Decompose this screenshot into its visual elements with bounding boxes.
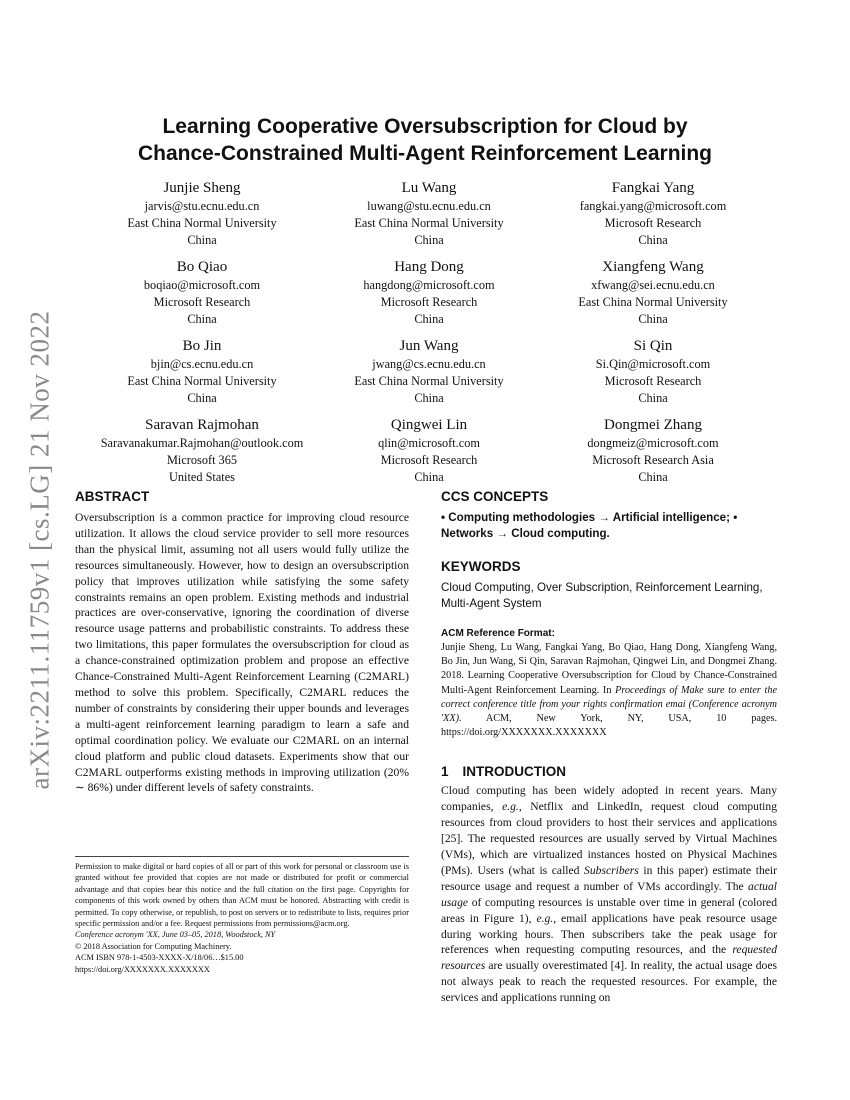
author-affiliation: Microsoft Research bbox=[604, 374, 702, 388]
ref-text-part: Junjie Sheng, Lu Wang, Fangkai Yang, Bo Qiao, Hang Dong, Xiangfeng Wang, Bo Jin, Jun Wang, Si Qin, Saravan Rajmohan, Qingwei Lin, and Dongmei Zhang. 2018. Learning Cooperative Oversubscription for Cloud by Chance-Constrained Multi-Agent Reinforcement Learning. In bbox=[441, 642, 777, 696]
intro-italic: requested resources bbox=[441, 943, 777, 973]
right-column bbox=[441, 488, 777, 1006]
author-name: Hang Dong bbox=[394, 259, 464, 275]
abstract-heading: ABSTRACT bbox=[75, 489, 150, 504]
left-column bbox=[75, 488, 409, 796]
section-number: 1 bbox=[441, 764, 449, 780]
author-affiliation: Microsoft Research bbox=[604, 216, 702, 230]
author-card bbox=[329, 415, 529, 486]
author-card bbox=[529, 415, 777, 486]
author-email[interactable]: Saravanakumar.Rajmohan@outlook.com bbox=[100, 436, 304, 450]
keywords-heading: KEYWORDS bbox=[441, 559, 521, 574]
author-name: Xiangfeng Wang bbox=[602, 259, 704, 275]
author-country: China bbox=[414, 391, 444, 405]
author-card bbox=[75, 415, 329, 486]
author-country: China bbox=[638, 391, 668, 405]
author-affiliation: East China Normal University bbox=[578, 295, 728, 309]
author-affiliation: Microsoft 365 bbox=[166, 453, 238, 467]
author-email[interactable]: jwang@cs.ecnu.edu.cn bbox=[372, 357, 486, 371]
author-card bbox=[329, 257, 529, 328]
author-card bbox=[329, 178, 529, 249]
author-card bbox=[75, 178, 329, 249]
author-country: United States bbox=[169, 470, 235, 484]
author-country: China bbox=[638, 233, 668, 247]
ref-venue: Proceedings of Make sure to enter the correct conference title from your rights confirmation emai (Conference acronym 'XX). bbox=[441, 684, 777, 725]
isbn-line: ACM ISBN 978-1-4503-XXXX-X/18/06…$15.00 bbox=[75, 953, 244, 963]
author-affiliation: East China Normal University bbox=[127, 216, 277, 230]
copyright-line: © 2018 Association for Computing Machinery. bbox=[75, 941, 232, 951]
introduction-heading bbox=[441, 764, 777, 779]
author-affiliation: East China Normal University bbox=[354, 216, 504, 230]
author-card bbox=[529, 178, 777, 249]
author-email[interactable]: fangkai.yang@microsoft.com bbox=[579, 199, 727, 213]
author-card bbox=[75, 257, 329, 328]
title-line: Learning Cooperative Oversubscription for Cloud by bbox=[162, 115, 688, 138]
ref-text-part: ACM, New York, NY, USA, 10 pages. https://doi.org/XXXXXXX.XXXXXXX bbox=[441, 713, 777, 739]
author-name: Bo Qiao bbox=[176, 259, 228, 275]
intro-part: in this paper) estimate their resource usage and request a number of VMs accordingly. The bbox=[441, 863, 777, 893]
author-email[interactable]: dongmeiz@microsoft.com bbox=[587, 436, 719, 450]
paper-title bbox=[60, 113, 790, 167]
intro-italic: e.g. bbox=[536, 911, 554, 925]
author-name: Fangkai Yang bbox=[611, 180, 695, 196]
author-country: China bbox=[638, 312, 668, 326]
intro-part: , Netflix and LinkedIn, request cloud computing resources from cloud providers to host their services and applications [25]. The requested resources are usually served by Virtual Machines (VMs), which are virtualized instances hosted on Physical Machines (PMs). Users (what is called bbox=[441, 800, 777, 877]
author-affiliation: Microsoft Research bbox=[380, 295, 478, 309]
author-affiliation: Microsoft Research Asia bbox=[592, 453, 714, 467]
section-title: INTRODUCTION bbox=[462, 764, 567, 780]
author-country: China bbox=[638, 470, 668, 484]
author-block bbox=[75, 178, 777, 486]
author-email[interactable]: xfwang@sei.ecnu.edu.cn bbox=[591, 278, 715, 292]
author-name: Qingwei Lin bbox=[390, 417, 468, 433]
author-card bbox=[529, 257, 777, 328]
author-card bbox=[329, 336, 529, 407]
conference-info bbox=[75, 929, 409, 940]
intro-italic: e.g. bbox=[502, 800, 519, 814]
intro-part: are usually overestimated [4]. In reality, the actual usage does not always peak to reach the requested resources. For example, the services and applications running on bbox=[441, 959, 777, 1005]
introduction-text bbox=[441, 783, 777, 1006]
title-line: Chance-Constrained Multi-Agent Reinforcement Learning bbox=[137, 142, 713, 165]
author-country: China bbox=[414, 312, 444, 326]
author-email[interactable]: jarvis@stu.ecnu.edu.cn bbox=[144, 199, 260, 213]
author-email[interactable]: qlin@microsoft.com bbox=[378, 436, 480, 450]
author-name: Jun Wang bbox=[399, 338, 459, 354]
author-affiliation: Microsoft Research bbox=[153, 295, 251, 309]
intro-part: , email applications have peak resource usage during working hours. Then subscribers take the peak usage for references when requesting computing resources, and the bbox=[441, 911, 777, 957]
intro-part: Cloud computing has been widely adopted in recent years. Many companies, bbox=[441, 784, 777, 814]
conference-name: Conference acronym 'XX, June 03–05, 2018, Woodstock, NY bbox=[75, 930, 276, 940]
author-country: China bbox=[187, 312, 217, 326]
author-name: Bo Jin bbox=[182, 338, 222, 354]
permission-notice: Permission to make digital or hard copies of all or part of this work for personal or classroom use is granted without fee provided that copies are not made or distributed for profit or commercial advantage and that copies bear this notice and the full citation on the first page. Copyrights for components of this work owned by others than ACM must be honored. Abstracting with credit is permitted. To copy otherwise, or republish, to post on servers or to redistribute to lists, requires prior specific permission and/or a fee. Request permissions from permissions@acm.org. bbox=[75, 862, 409, 929]
author-country: China bbox=[414, 470, 444, 484]
abstract-text: Oversubscription is a common practice for improving cloud resource utilization. It allows the cloud service provider to sell more resources than the physical limit, assuming not all users would fully utilize the resources simultaneously. However, how to design an oversubscription policy that improves utilization while satisfying the some safety constraints remains an open problem. Existing methods and industrial practices are over-conservative, ignoring the coordination of diverse resource usage patterns and probabilistic constraints. To address these two limitations, this paper formulates the oversubscription for cloud as a chance-constrained optimization problem and propose an effective Chance-Constrained Multi-Agent Reinforcement Learning (C2MARL) method to solve this problem. Specifically, C2MARL reduces the number of constraints by considering their upper bounds and leverages a multi-agent reinforcement learning paradigm to learn a safe and optimal coordination policy. We evaluate our C2MARL on an internal cloud platform and public cloud datasets. Experiments show that our C2MARL outperforms existing methods in improving utilization (20% ∼ 86%) under different levels of safety constraints. bbox=[75, 511, 409, 795]
author-affiliation: East China Normal University bbox=[354, 374, 504, 388]
acm-reference-heading: ACM Reference Format: bbox=[441, 628, 555, 639]
ccs-text: • Computing methodologies → Artificial intelligence; • Networks → Cloud computing. bbox=[441, 511, 738, 540]
author-affiliation: Microsoft Research bbox=[380, 453, 478, 467]
author-name: Saravan Rajmohan bbox=[145, 417, 259, 433]
keywords-text: Cloud Computing, Over Subscription, Reinforcement Learning, Multi-Agent System bbox=[441, 581, 763, 610]
author-name: Lu Wang bbox=[401, 180, 457, 196]
author-card bbox=[75, 336, 329, 407]
author-country: China bbox=[187, 391, 217, 405]
intro-part: of computing resources is unstable over time in general (colored areas in Figure 1), bbox=[441, 895, 777, 925]
arxiv-identifier: arXiv:2211.11759v1 [cs.LG] 21 Nov 2022 bbox=[24, 310, 55, 790]
intro-italic: Subscribers bbox=[584, 863, 639, 877]
author-email[interactable]: bjin@cs.ecnu.edu.cn bbox=[150, 357, 254, 371]
author-card bbox=[529, 336, 777, 407]
copyright-footnote bbox=[75, 856, 409, 975]
author-country: China bbox=[414, 233, 444, 247]
author-email[interactable]: hangdong@microsoft.com bbox=[363, 278, 495, 292]
author-country: China bbox=[187, 233, 217, 247]
author-email[interactable]: boqiao@microsoft.com bbox=[143, 278, 261, 292]
author-email[interactable]: Si.Qin@microsoft.com bbox=[595, 357, 711, 371]
intro-italic: actual usage bbox=[441, 879, 777, 909]
author-email[interactable]: luwang@stu.ecnu.edu.cn bbox=[367, 199, 491, 213]
ccs-heading: CCS CONCEPTS bbox=[441, 489, 549, 504]
author-name: Dongmei Zhang bbox=[604, 417, 702, 433]
author-name: Si Qin bbox=[633, 338, 673, 354]
acm-reference-text bbox=[441, 641, 777, 740]
doi-line: https://doi.org/XXXXXXX.XXXXXXX bbox=[75, 964, 210, 974]
author-affiliation: East China Normal University bbox=[127, 374, 277, 388]
author-name: Junjie Sheng bbox=[163, 180, 241, 196]
